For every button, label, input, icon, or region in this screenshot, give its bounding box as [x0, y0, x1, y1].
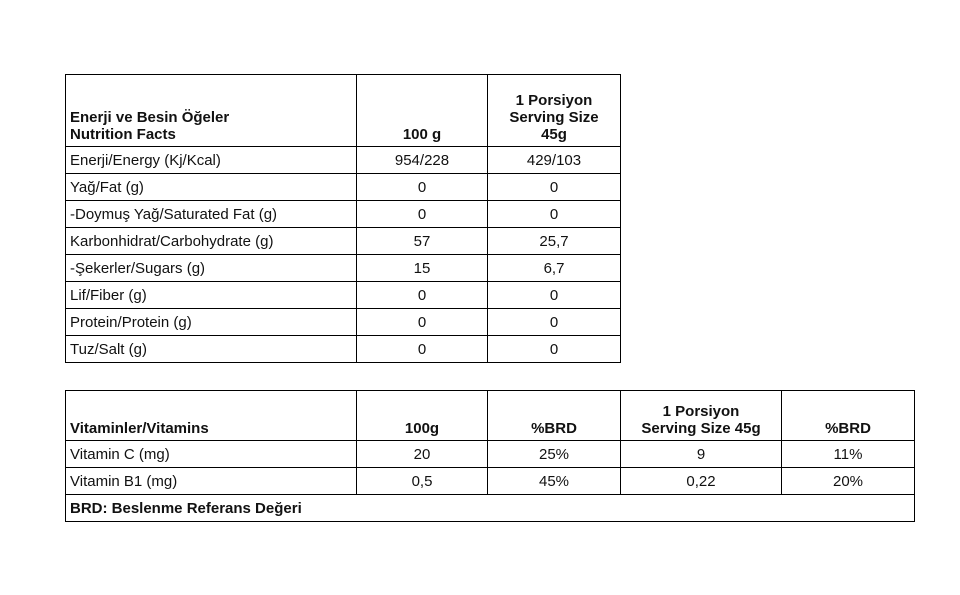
brd-footnote: BRD: Beslenme Referans Değeri	[66, 495, 915, 522]
nutrition-col-100g: 100 g	[357, 75, 488, 147]
row-label: Tuz/Salt (g)	[66, 336, 357, 363]
row-brd100: 25%	[488, 441, 621, 468]
row-per100: 0,5	[357, 468, 488, 495]
row-label: -Şekerler/Sugars (g)	[66, 255, 357, 282]
portion-line-3: 45g	[541, 126, 567, 143]
portion-line-2: Serving Size	[509, 109, 599, 126]
nutrition-header-row	[66, 75, 621, 147]
nutrition-title-en: Nutrition Facts	[70, 126, 176, 143]
row-portion: 0	[488, 309, 621, 336]
row-per100: 0	[357, 309, 488, 336]
row-portion: 0	[488, 282, 621, 309]
row-portion: 429/103	[488, 147, 621, 174]
vitamin-portion-line-2: Serving Size 45g	[641, 420, 761, 437]
row-per100: 0	[357, 201, 488, 228]
nutrition-title-cell	[66, 75, 357, 147]
table-row	[66, 201, 621, 228]
row-portion: 6,7	[488, 255, 621, 282]
row-label: Lif/Fiber (g)	[66, 282, 357, 309]
table-row	[66, 282, 621, 309]
vitamins-header-row	[66, 391, 915, 441]
row-portion: 0	[488, 201, 621, 228]
vitamins-col-portion	[621, 391, 782, 441]
row-portion: 9	[621, 441, 782, 468]
row-per100: 0	[357, 282, 488, 309]
row-brd-portion: 20%	[782, 468, 915, 495]
row-label: Protein/Protein (g)	[66, 309, 357, 336]
row-label: -Doymuş Yağ/Saturated Fat (g)	[66, 201, 357, 228]
vitamins-col-100g: 100g	[357, 391, 488, 441]
row-label: Enerji/Energy (Kj/Kcal)	[66, 147, 357, 174]
vitamins-col-brd-portion: %BRD	[782, 391, 915, 441]
row-portion: 0	[488, 174, 621, 201]
row-brd-portion: 11%	[782, 441, 915, 468]
nutrition-title-tr: Enerji ve Besin Öğeler	[70, 109, 230, 126]
row-portion: 0	[488, 336, 621, 363]
row-portion: 25,7	[488, 228, 621, 255]
row-label: Vitamin C (mg)	[66, 441, 357, 468]
row-per100: 20	[357, 441, 488, 468]
table-row	[66, 441, 915, 468]
row-per100: 15	[357, 255, 488, 282]
row-portion: 0,22	[621, 468, 782, 495]
vitamins-title: Vitaminler/Vitamins	[66, 391, 357, 441]
portion-line-1: 1 Porsiyon	[515, 92, 593, 109]
row-per100: 0	[357, 336, 488, 363]
table-row	[66, 228, 621, 255]
row-per100: 954/228	[357, 147, 488, 174]
nutrition-facts-table	[65, 74, 621, 363]
row-label: Karbonhidrat/Carbohydrate (g)	[66, 228, 357, 255]
row-per100: 57	[357, 228, 488, 255]
vitamins-table	[65, 390, 915, 522]
table-row	[66, 309, 621, 336]
table-row	[66, 255, 621, 282]
nutrition-col-portion	[488, 75, 621, 147]
row-label: Yağ/Fat (g)	[66, 174, 357, 201]
vitamin-portion-line-1: 1 Porsiyon	[662, 403, 740, 420]
row-label: Vitamin B1 (mg)	[66, 468, 357, 495]
table-row	[66, 147, 621, 174]
row-brd100: 45%	[488, 468, 621, 495]
table-row	[66, 336, 621, 363]
table-row	[66, 174, 621, 201]
vitamins-col-brd-100g: %BRD	[488, 391, 621, 441]
row-per100: 0	[357, 174, 488, 201]
vitamins-footer-row	[66, 495, 915, 522]
table-row	[66, 468, 915, 495]
